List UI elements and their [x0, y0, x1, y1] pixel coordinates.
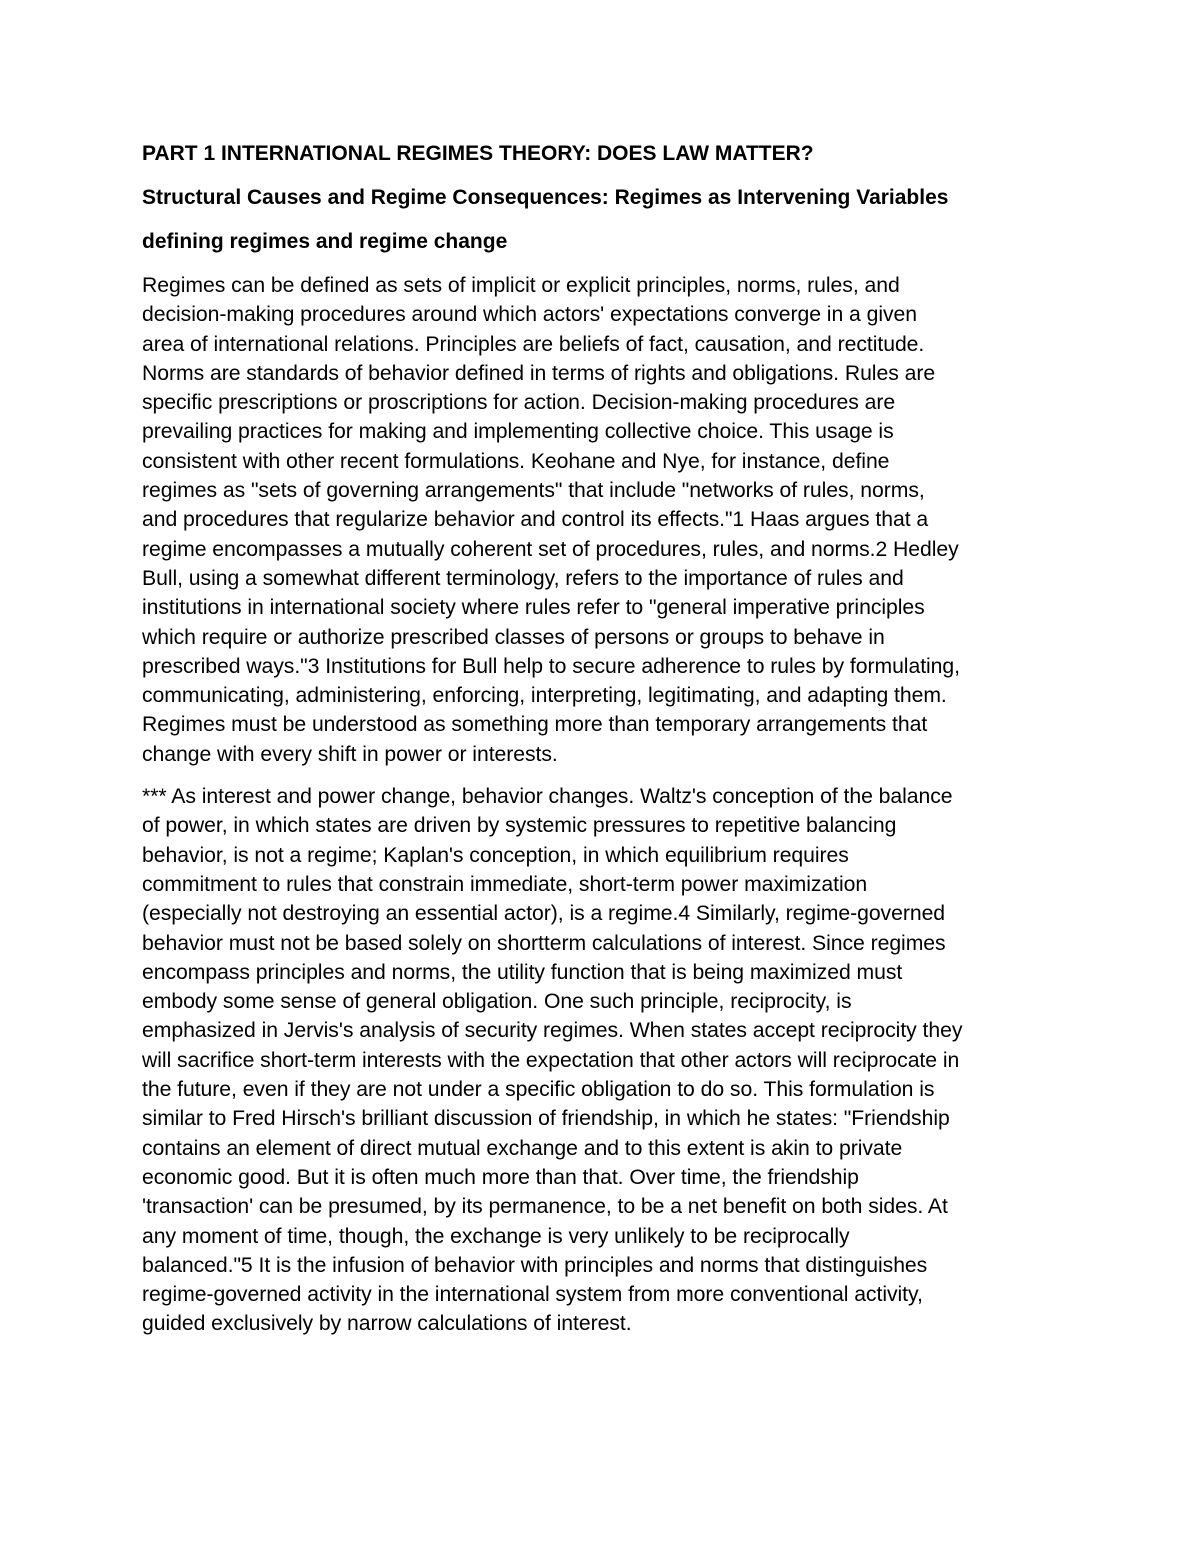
- paragraph-line: and procedures that regularize behavior and control its effects."1 Haas argues that a: [142, 508, 929, 532]
- paragraph-line: Regimes can be defined as sets of implicit or explicit principles, norms, rules, and: [142, 274, 900, 297]
- paragraph-line: (especially not destroying an essential actor), is a regime.4 Similarly, regime-governed: [142, 902, 946, 926]
- paragraph-line: balanced."5 It is the infusion of behavior with principles and norms that distinguishes: [142, 1253, 928, 1277]
- paragraph-line: will sacrifice short-term interests with the expectation that other actors will reciprocate in: [142, 1048, 960, 1072]
- paragraph-line: any moment of time, though, the exchange is very unlikely to be reciprocally: [142, 1224, 850, 1248]
- paragraph-line: regime encompasses a mutually coherent set of procedures, rules, and norms.2 Hedley: [142, 537, 959, 561]
- paragraph-line: economic good. But it is often much more than that. Over time, the friendship: [142, 1165, 859, 1189]
- document-title: PART 1 INTERNATIONAL REGIMES THEORY: DOES LAW MATTER?: [142, 142, 814, 165]
- paragraph-line: similar to Fred Hirsch's brilliant discussion of friendship, in which he states: "Friendship: [142, 1107, 950, 1131]
- section-heading: defining regimes and regime change: [142, 230, 508, 253]
- paragraph-line: Norms are standards of behavior defined in terms of rights and obligations. Rules are: [142, 361, 936, 385]
- paragraph-line: prevailing practices for making and implementing collective choice. This usage is: [142, 420, 894, 444]
- paragraph-line: decision-making procedures around which actors' expectations converge in a given: [142, 303, 918, 327]
- paragraph-line: which require or authorize prescribed classes of persons or groups to behave in: [142, 625, 885, 649]
- paragraph-2: [142, 782, 1062, 1339]
- paragraph-line: behavior must not be based solely on shortterm calculations of interest. Since regimes: [142, 931, 946, 955]
- paragraph-1: [142, 271, 1062, 769]
- paragraph-line: Regimes must be understood as something more than temporary arrangements that: [142, 713, 928, 737]
- paragraph-line: prescribed ways."3 Institutions for Bull help to secure adherence to rules by formulating,: [142, 654, 960, 678]
- paragraph-line: encompass principles and norms, the utility function that is being maximized must: [142, 960, 903, 984]
- paragraph-line: area of international relations. Principles are beliefs of fact, causation, and rectitude.: [142, 332, 925, 356]
- paragraph-line: change with every shift in power or interests.: [142, 742, 558, 766]
- paragraph-line: behavior, is not a regime; Kaplan's conception, in which equilibrium requires: [142, 843, 849, 867]
- paragraph-line: regimes as "sets of governing arrangements" that include "networks of rules, norms,: [142, 479, 925, 503]
- paragraph-line: communicating, administering, enforcing, interpreting, legitimating, and adapting them.: [142, 684, 947, 708]
- paragraph-line: contains an element of direct mutual exchange and to this extent is akin to private: [142, 1136, 903, 1160]
- paragraph-line: specific prescriptions or proscriptions for action. Decision-making procedures are: [142, 391, 896, 415]
- paragraph-line: emphasized in Jervis's analysis of security regimes. When states accept reciprocity they: [142, 1019, 963, 1043]
- paragraph-line: embody some sense of general obligation. One such principle, reciprocity, is: [142, 990, 852, 1014]
- document-page: [142, 139, 1062, 1339]
- paragraph-line: consistent with other recent formulations. Keohane and Nye, for instance, define: [142, 449, 890, 473]
- paragraph-line: the future, even if they are not under a specific obligation to do so. This formulation is: [142, 1078, 935, 1102]
- document-subtitle: Structural Causes and Regime Consequences: Regimes as Intervening Variables: [142, 186, 949, 209]
- paragraph-line: institutions in international society where rules refer to "general imperative principles: [142, 596, 925, 620]
- paragraph-line: commitment to rules that constrain immediate, short-term power maximization: [142, 872, 868, 896]
- paragraph-line: regime-governed activity in the international system from more conventional activity,: [142, 1283, 923, 1307]
- paragraph-line: *** As interest and power change, behavior changes. Waltz's conception of the balance: [142, 785, 953, 809]
- paragraph-line: of power, in which states are driven by systemic pressures to repetitive balancing: [142, 814, 897, 838]
- paragraph-line: 'transaction' can be presumed, by its permanence, to be a net benefit on both sides. At: [142, 1195, 948, 1219]
- paragraph-line: guided exclusively by narrow calculations of interest.: [142, 1312, 632, 1336]
- paragraph-line: Bull, using a somewhat different terminology, refers to the importance of rules and: [142, 566, 904, 590]
